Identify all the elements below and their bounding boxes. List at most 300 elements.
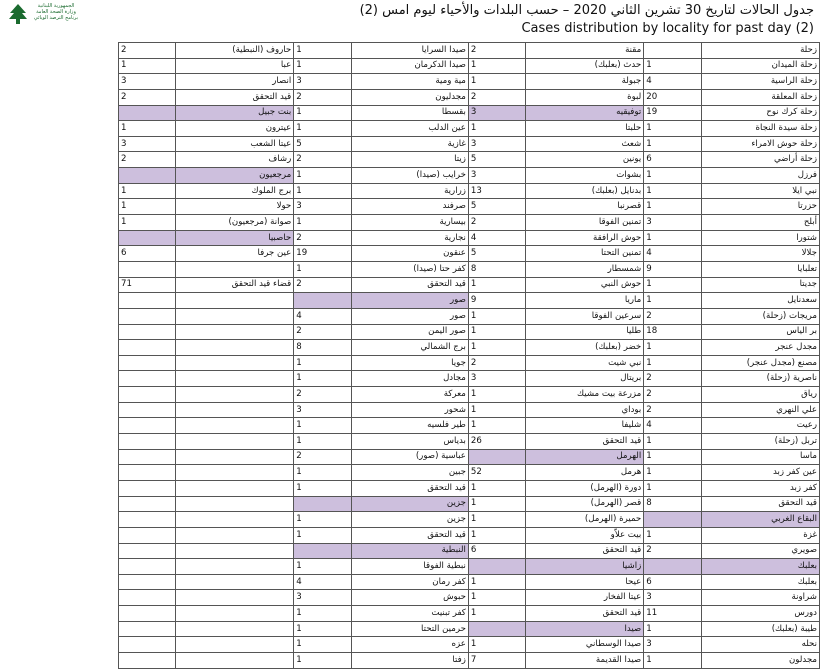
case-count-cell: 1: [644, 652, 701, 668]
case-count-cell: 2: [644, 543, 701, 559]
locality-name-cell: قيد التحقق: [526, 606, 644, 622]
table-row: [119, 199, 820, 215]
district-header-cell: البقاع الغربي: [701, 512, 819, 528]
table-row: [119, 261, 820, 277]
case-count-cell: [119, 402, 176, 418]
locality-name-cell: زحلة: [701, 43, 819, 59]
case-count-cell: 8: [468, 261, 525, 277]
district-header-cell: بنت جبيل: [176, 105, 294, 121]
case-count-cell: 4: [294, 574, 351, 590]
district-header-cell: صيدا: [526, 621, 644, 637]
table-row: [119, 136, 820, 152]
district-header-cell: الهرمل: [526, 449, 644, 465]
locality-name-cell: دورس: [701, 606, 819, 622]
case-count-cell: 6: [119, 246, 176, 262]
case-count-cell: 1: [294, 652, 351, 668]
case-count-cell: [119, 261, 176, 277]
locality-name-cell: تمنين التحتا: [526, 246, 644, 262]
case-count-cell: [119, 449, 176, 465]
case-count-cell: 3: [294, 402, 351, 418]
case-count-cell: [119, 543, 176, 559]
table-row: [119, 449, 820, 465]
locality-name-cell: زرارية: [351, 183, 468, 199]
table-row: [119, 371, 820, 387]
locality-name-cell: تعلبايا: [701, 261, 819, 277]
locality-name-cell: زحلة سيدة النجاة: [701, 121, 819, 137]
locality-name-cell: طليا: [526, 324, 644, 340]
page-title-arabic: جدول الحالات لتاريخ 30 تشرين الثاني 2020 – حسب البلدات والأحياء ليوم امس (2): [359, 3, 814, 18]
case-count-cell: [119, 465, 176, 481]
case-count-cell: [119, 230, 176, 246]
locality-name-cell: لبوة: [526, 89, 644, 105]
case-count-cell: [468, 559, 525, 575]
table-row: [119, 74, 820, 90]
case-count-cell: 1: [644, 183, 701, 199]
locality-name-cell: [176, 371, 294, 387]
locality-name-cell: ماريا: [526, 293, 644, 309]
case-count-cell: 1: [294, 512, 351, 528]
case-count-cell: 1: [294, 527, 351, 543]
locality-name-cell: بيسارية: [351, 215, 468, 231]
case-count-cell: 1: [468, 496, 525, 512]
table-row: [119, 465, 820, 481]
case-count-cell: [119, 559, 176, 575]
table-row: [119, 183, 820, 199]
case-count-cell: 1: [294, 559, 351, 575]
locality-name-cell: [176, 308, 294, 324]
logo-line: برنامج الترصد الوبائي: [33, 15, 79, 21]
case-count-cell: [294, 543, 351, 559]
case-count-cell: [119, 293, 176, 309]
locality-name-cell: صويري: [701, 543, 819, 559]
table-row: [119, 590, 820, 606]
locality-name-cell: زحلة الميدان: [701, 58, 819, 74]
locality-name-cell: قيد التحقق: [351, 480, 468, 496]
locality-name-cell: حولا: [176, 199, 294, 215]
case-count-cell: 8: [644, 496, 701, 512]
case-count-cell: 52: [468, 465, 525, 481]
case-count-cell: 3: [294, 590, 351, 606]
case-count-cell: [468, 449, 525, 465]
case-count-cell: 1: [294, 480, 351, 496]
district-header-cell: توفيقيه: [526, 105, 644, 121]
locality-name-cell: جبولة: [526, 74, 644, 90]
locality-name-cell: تمنين الفوقا: [526, 215, 644, 231]
locality-name-cell: عنقون: [351, 246, 468, 262]
table-row: [119, 340, 820, 356]
case-count-cell: [119, 637, 176, 653]
locality-name-cell: [176, 621, 294, 637]
locality-name-cell: زحلة الراسية: [701, 74, 819, 90]
locality-name-cell: حلبتا: [526, 121, 644, 137]
case-count-cell: [644, 43, 701, 59]
locality-name-cell: انصار: [176, 74, 294, 90]
locality-name-cell: طير فلسيه: [351, 418, 468, 434]
case-count-cell: [119, 340, 176, 356]
locality-name-cell: علي النهري: [701, 402, 819, 418]
table-row: [119, 355, 820, 371]
case-count-cell: 1: [294, 261, 351, 277]
case-count-cell: 2: [294, 89, 351, 105]
case-count-cell: 1: [644, 449, 701, 465]
locality-name-cell: قيد التحقق: [701, 496, 819, 512]
logo-line: الجمهورية اللبنانية: [37, 3, 75, 9]
case-count-cell: 1: [468, 308, 525, 324]
case-count-cell: 4: [468, 230, 525, 246]
locality-name-cell: حوش الرافقة: [526, 230, 644, 246]
locality-name-cell: [176, 527, 294, 543]
locality-name-cell: قيد التحقق: [351, 277, 468, 293]
case-count-cell: [119, 168, 176, 184]
case-count-cell: 2: [294, 277, 351, 293]
case-count-cell: [119, 105, 176, 121]
table-row: [119, 105, 820, 121]
case-count-cell: [119, 355, 176, 371]
locality-name-cell: [176, 387, 294, 403]
locality-name-cell: قضاء قيد التحقق: [176, 277, 294, 293]
table-row: [119, 621, 820, 637]
locality-name-cell: زحلة حوش الامراء: [701, 136, 819, 152]
locality-name-cell: عزه: [351, 637, 468, 653]
locality-name-cell: عيحا: [526, 574, 644, 590]
case-count-cell: 1: [294, 355, 351, 371]
case-count-cell: 1: [644, 230, 701, 246]
case-count-cell: 5: [294, 136, 351, 152]
table-row: [119, 308, 820, 324]
district-header-cell: النبطية: [351, 543, 468, 559]
case-count-cell: 1: [644, 121, 701, 137]
locality-name-cell: شعث: [526, 136, 644, 152]
table-row: [119, 215, 820, 231]
case-count-cell: 1: [468, 512, 525, 528]
locality-name-cell: عبا: [176, 58, 294, 74]
locality-name-cell: مزرعة بيت مشيك: [526, 387, 644, 403]
case-count-cell: 1: [644, 340, 701, 356]
locality-name-cell: مجدل عنجر: [701, 340, 819, 356]
case-count-cell: [119, 512, 176, 528]
case-count-cell: [119, 621, 176, 637]
table-row: [119, 230, 820, 246]
case-count-cell: 1: [644, 527, 701, 543]
locality-name-cell: صرفند: [351, 199, 468, 215]
case-count-cell: 1: [294, 168, 351, 184]
locality-name-cell: بدنايل (بعلبك): [526, 183, 644, 199]
case-count-cell: 1: [644, 465, 701, 481]
case-count-cell: 1: [294, 58, 351, 74]
locality-name-cell: غازية: [351, 136, 468, 152]
page-header: [0, 0, 820, 40]
case-count-cell: 2: [468, 215, 525, 231]
case-count-cell: 1: [468, 606, 525, 622]
locality-name-cell: [176, 496, 294, 512]
locality-name-cell: خضر (بعلبك): [526, 340, 644, 356]
locality-name-cell: ناصرية (زحلة): [701, 371, 819, 387]
district-header-cell: حاصبيا: [176, 230, 294, 246]
case-count-cell: 1: [294, 105, 351, 121]
table-row: [119, 152, 820, 168]
locality-name-cell: زيتا: [351, 152, 468, 168]
page-title-english: Cases distribution by locality for past day (2): [521, 21, 814, 36]
locality-name-cell: [176, 465, 294, 481]
case-count-cell: 3: [468, 136, 525, 152]
case-count-cell: 2: [644, 387, 701, 403]
case-count-cell: 1: [468, 74, 525, 90]
case-count-cell: [119, 527, 176, 543]
case-count-cell: 1: [468, 418, 525, 434]
case-count-cell: [119, 324, 176, 340]
case-count-cell: 3: [644, 637, 701, 653]
case-count-cell: 1: [644, 355, 701, 371]
case-count-cell: 1: [468, 324, 525, 340]
case-count-cell: [119, 480, 176, 496]
case-count-cell: [294, 293, 351, 309]
locality-name-cell: [176, 418, 294, 434]
locality-name-cell: قيد التحقق: [351, 527, 468, 543]
locality-name-cell: نبطية الفوقا: [351, 559, 468, 575]
table-row: [119, 480, 820, 496]
locality-name-cell: كفر زبد: [701, 480, 819, 496]
district-header-cell: بعلبك: [701, 559, 819, 575]
case-count-cell: 1: [644, 434, 701, 450]
locality-name-cell: عين الدلب: [351, 121, 468, 137]
case-count-cell: 2: [644, 371, 701, 387]
locality-name-cell: شليفا: [526, 418, 644, 434]
case-count-cell: 1: [644, 58, 701, 74]
case-count-cell: 1: [294, 183, 351, 199]
case-count-cell: 1: [468, 637, 525, 653]
locality-name-cell: عيترون: [176, 121, 294, 137]
case-count-cell: 1: [119, 58, 176, 74]
table-row: [119, 43, 820, 59]
locality-name-cell: نجارية: [351, 230, 468, 246]
table-row: [119, 559, 820, 575]
locality-name-cell: [176, 340, 294, 356]
case-count-cell: 2: [644, 308, 701, 324]
case-count-cell: 2: [119, 152, 176, 168]
case-count-cell: 1: [644, 277, 701, 293]
cases-table-container: [118, 42, 820, 669]
locality-name-cell: جزين: [351, 512, 468, 528]
case-count-cell: 6: [644, 574, 701, 590]
locality-name-cell: شراونة: [701, 590, 819, 606]
locality-name-cell: ماسا: [701, 449, 819, 465]
locality-name-cell: قيد التحقق: [176, 89, 294, 105]
locality-name-cell: مجادل: [351, 371, 468, 387]
case-count-cell: 1: [294, 637, 351, 653]
case-count-cell: 9: [468, 293, 525, 309]
case-count-cell: 13: [468, 183, 525, 199]
locality-name-cell: حبوش: [351, 590, 468, 606]
case-count-cell: 1: [644, 199, 701, 215]
case-count-cell: 8: [294, 340, 351, 356]
case-count-cell: 11: [644, 606, 701, 622]
locality-name-cell: عين جرفا: [176, 246, 294, 262]
case-count-cell: 1: [294, 465, 351, 481]
case-count-cell: 1: [644, 621, 701, 637]
table-row: [119, 637, 820, 653]
case-count-cell: 1: [644, 168, 701, 184]
locality-name-cell: شتورا: [701, 230, 819, 246]
table-row: [119, 58, 820, 74]
locality-name-cell: [176, 652, 294, 668]
case-count-cell: 1: [294, 215, 351, 231]
locality-name-cell: تربل (زحلة): [701, 434, 819, 450]
case-count-cell: [119, 574, 176, 590]
locality-name-cell: [176, 293, 294, 309]
locality-name-cell: رياق: [701, 387, 819, 403]
table-row: [119, 246, 820, 262]
locality-name-cell: مجدلون: [701, 652, 819, 668]
locality-name-cell: سعدنايل: [701, 293, 819, 309]
table-row: [119, 512, 820, 528]
locality-name-cell: صيدا الوسطاني: [526, 637, 644, 653]
case-count-cell: 2: [294, 152, 351, 168]
table-row: [119, 574, 820, 590]
locality-name-cell: مية ومية: [351, 74, 468, 90]
locality-name-cell: صوانة (مرجعيون): [176, 215, 294, 231]
ministry-logo: [6, 2, 79, 32]
case-count-cell: 3: [468, 168, 525, 184]
table-row: [119, 543, 820, 559]
locality-name-cell: صور: [351, 308, 468, 324]
case-count-cell: 2: [294, 230, 351, 246]
locality-name-cell: أبلح: [701, 215, 819, 231]
case-count-cell: [119, 590, 176, 606]
case-count-cell: 3: [468, 105, 525, 121]
locality-name-cell: بقسطا: [351, 105, 468, 121]
locality-name-cell: زحلة كرك نوح: [701, 105, 819, 121]
locality-name-cell: جبين: [351, 465, 468, 481]
locality-name-cell: نحله: [701, 637, 819, 653]
case-count-cell: 1: [468, 480, 525, 496]
case-count-cell: [119, 606, 176, 622]
case-count-cell: 4: [644, 74, 701, 90]
case-count-cell: 1: [468, 402, 525, 418]
locality-name-cell: [176, 559, 294, 575]
locality-name-cell: [176, 480, 294, 496]
case-count-cell: 71: [119, 277, 176, 293]
case-count-cell: [119, 387, 176, 403]
case-count-cell: 19: [294, 246, 351, 262]
locality-name-cell: حزرتا: [701, 199, 819, 215]
case-count-cell: [119, 308, 176, 324]
locality-name-cell: نبي شيت: [526, 355, 644, 371]
case-count-cell: 3: [644, 215, 701, 231]
locality-name-cell: حميرة (الهرمل): [526, 512, 644, 528]
table-row: [119, 652, 820, 668]
locality-name-cell: شحور: [351, 402, 468, 418]
case-count-cell: 6: [468, 543, 525, 559]
locality-name-cell: زفتا: [351, 652, 468, 668]
district-header-cell: صور: [351, 293, 468, 309]
case-count-cell: 3: [119, 136, 176, 152]
district-header-cell: زاشيا: [526, 559, 644, 575]
case-count-cell: 9: [644, 261, 701, 277]
case-count-cell: 1: [644, 293, 701, 309]
locality-name-cell: حاروف (النبطية): [176, 43, 294, 59]
locality-name-cell: حدث (بعلبك): [526, 58, 644, 74]
case-count-cell: 26: [468, 434, 525, 450]
locality-name-cell: مريجات (زحلة): [701, 308, 819, 324]
case-count-cell: 1: [294, 371, 351, 387]
table-row: [119, 434, 820, 450]
district-header-cell: مرجعيون: [176, 168, 294, 184]
locality-name-cell: طيبة (بعلبك): [701, 621, 819, 637]
table-row: [119, 277, 820, 293]
ministry-logo-text: [32, 3, 80, 21]
locality-name-cell: قصر (الهرمل): [526, 496, 644, 512]
locality-name-cell: بعلبك: [701, 574, 819, 590]
case-count-cell: 4: [644, 246, 701, 262]
case-count-cell: 1: [294, 121, 351, 137]
locality-name-cell: صيدا السرايا: [351, 43, 468, 59]
case-count-cell: 1: [468, 58, 525, 74]
locality-name-cell: مقنة: [526, 43, 644, 59]
locality-name-cell: كفر حتا (صيدا): [351, 261, 468, 277]
table-row: [119, 89, 820, 105]
locality-name-cell: كفر تبنيت: [351, 606, 468, 622]
case-count-cell: 1: [294, 418, 351, 434]
locality-name-cell: صيدا الدكرمان: [351, 58, 468, 74]
locality-name-cell: [176, 449, 294, 465]
case-count-cell: [468, 621, 525, 637]
case-count-cell: 3: [644, 590, 701, 606]
case-count-cell: 2: [294, 387, 351, 403]
locality-name-cell: معركة: [351, 387, 468, 403]
case-count-cell: [119, 371, 176, 387]
case-count-cell: 1: [468, 387, 525, 403]
locality-name-cell: سرعين الفوقا: [526, 308, 644, 324]
case-count-cell: [119, 418, 176, 434]
locality-name-cell: بوداي: [526, 402, 644, 418]
table-row: [119, 402, 820, 418]
case-count-cell: 1: [468, 590, 525, 606]
locality-name-cell: [176, 261, 294, 277]
locality-name-cell: شمسطار: [526, 261, 644, 277]
table-row: [119, 168, 820, 184]
locality-name-cell: عيتا الشعب: [176, 136, 294, 152]
locality-name-cell: بيت علاّو: [526, 527, 644, 543]
case-count-cell: 1: [119, 215, 176, 231]
locality-name-cell: زحلة أراضي: [701, 152, 819, 168]
case-count-cell: 5: [468, 199, 525, 215]
case-count-cell: 1: [294, 621, 351, 637]
case-count-cell: 2: [119, 43, 176, 59]
table-row: [119, 606, 820, 622]
table-row: [119, 121, 820, 137]
locality-name-cell: حرمين التحتا: [351, 621, 468, 637]
case-count-cell: 5: [468, 152, 525, 168]
locality-name-cell: بشوات: [526, 168, 644, 184]
locality-name-cell: [176, 512, 294, 528]
case-count-cell: 3: [294, 199, 351, 215]
locality-name-cell: [176, 606, 294, 622]
locality-name-cell: صيدا القديمة: [526, 652, 644, 668]
locality-name-cell: جويا: [351, 355, 468, 371]
locality-name-cell: خرايب (صيدا): [351, 168, 468, 184]
locality-name-cell: بر الياس: [701, 324, 819, 340]
logo-line: وزارة الصحة العامة: [36, 9, 76, 15]
locality-name-cell: غزة: [701, 527, 819, 543]
case-count-cell: 2: [294, 324, 351, 340]
case-count-cell: 19: [644, 105, 701, 121]
case-count-cell: [294, 496, 351, 512]
case-count-cell: [644, 559, 701, 575]
table-row: [119, 293, 820, 309]
locality-name-cell: صور اليمن: [351, 324, 468, 340]
case-count-cell: 20: [644, 89, 701, 105]
case-count-cell: 1: [468, 121, 525, 137]
